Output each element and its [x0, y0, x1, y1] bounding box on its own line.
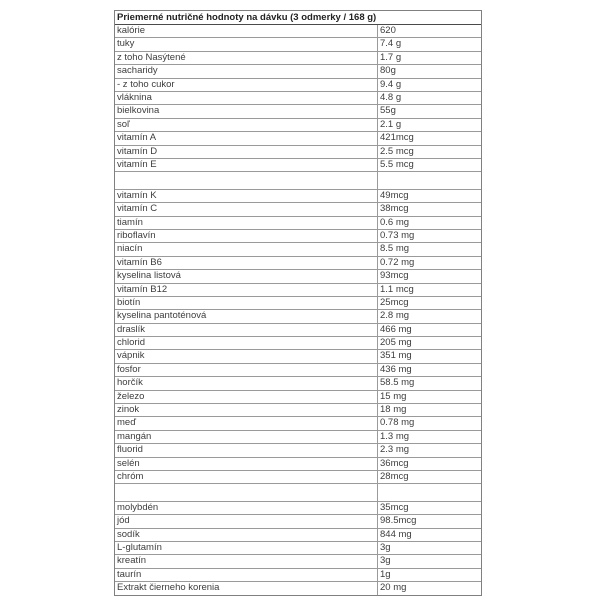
table-row — [115, 65, 481, 78]
nutrient-value: 0.6 mg — [380, 216, 410, 228]
nutrient-value: 1.1 mcg — [380, 283, 414, 295]
nutrient-label: jód — [115, 515, 378, 527]
nutrient-label: bielkovina — [115, 105, 378, 117]
nutrition-table — [114, 10, 482, 596]
table-row — [115, 515, 481, 528]
table-row — [115, 190, 481, 203]
nutrient-label: chlorid — [115, 337, 378, 349]
nutrient-label: vitamín E — [115, 159, 378, 171]
table-row — [115, 119, 481, 132]
nutrient-label: kreatín — [115, 555, 378, 567]
nutrient-label — [115, 172, 378, 189]
table-row — [115, 458, 481, 471]
table-row — [115, 310, 481, 323]
nutrient-label: vitamín A — [115, 132, 378, 144]
table-row — [115, 297, 481, 310]
table-row — [115, 105, 481, 118]
table-row — [115, 79, 481, 92]
nutrient-value: 28mcg — [380, 471, 409, 482]
nutrient-value: 35mcg — [380, 501, 409, 513]
table-row — [115, 404, 481, 417]
nutrient-label: horčík — [115, 377, 378, 389]
nutrient-label: soľ — [115, 119, 378, 131]
nutrient-label: z toho Nasýtené — [115, 52, 378, 64]
nutrient-value: 98.5mcg — [380, 515, 417, 527]
nutrient-value: 9.4 g — [380, 78, 402, 90]
table-row — [115, 582, 481, 594]
nutrient-value: 0.72 mg — [380, 256, 415, 268]
nutrient-value: 2.8 mg — [380, 310, 410, 322]
nutrient-label: meď — [115, 417, 378, 429]
table-row — [115, 203, 481, 216]
table-row — [115, 230, 481, 243]
nutrient-value: 2.5 mcg — [380, 145, 414, 157]
nutrient-label: kyselina listová — [115, 270, 378, 282]
nutrient-label: sodík — [115, 529, 378, 541]
spacer-row — [115, 172, 481, 190]
table-row — [115, 284, 481, 297]
nutrient-value: 4.8 g — [380, 91, 402, 103]
table-row — [115, 92, 481, 105]
table-row — [115, 364, 481, 377]
table-row — [115, 25, 481, 38]
nutrient-value: 1.3 mg — [380, 430, 410, 442]
nutrient-label: tuky — [115, 38, 378, 50]
nutrient-label — [115, 484, 378, 501]
table-row — [115, 417, 481, 430]
spacer-row — [115, 484, 481, 502]
nutrient-value: 3g — [380, 555, 391, 567]
table-row — [115, 146, 481, 159]
nutrient-label: zinok — [115, 404, 378, 416]
nutrient-value: 844 mg — [380, 528, 412, 540]
nutrient-value: 80g — [380, 65, 396, 77]
nutrient-label: železo — [115, 391, 378, 403]
nutrient-label: chróm — [115, 471, 378, 483]
nutrient-label: fluorid — [115, 444, 378, 456]
nutrient-label: vitamín B12 — [115, 284, 378, 296]
table-body — [115, 25, 481, 595]
nutrient-value: 58.5 mg — [380, 377, 415, 389]
nutrient-label: biotín — [115, 297, 378, 309]
nutrient-label: sacharidy — [115, 65, 378, 77]
nutrient-label: kyselina pantoténová — [115, 310, 378, 322]
nutrient-label: kalórie — [115, 25, 378, 37]
nutrient-value: 351 mg — [380, 350, 412, 362]
nutrient-value: 55g — [380, 105, 396, 117]
nutrient-label: - z toho cukor — [115, 79, 378, 91]
table-row — [115, 555, 481, 568]
nutrient-label: selén — [115, 458, 378, 470]
nutrient-value: 0.78 mg — [380, 417, 415, 429]
table-row — [115, 337, 481, 350]
table-row — [115, 377, 481, 390]
table-row — [115, 391, 481, 404]
nutrient-label: fosfor — [115, 364, 378, 376]
nutrient-label: draslík — [115, 324, 378, 336]
table-row — [115, 270, 481, 283]
table-row — [115, 350, 481, 363]
table-title: Priemerné nutričné hodnoty na dávku (3 odmerky / 168 g) — [117, 12, 377, 23]
nutrient-label: vitamín C — [115, 203, 378, 215]
table-row — [115, 569, 481, 582]
nutrient-value: 7.4 g — [380, 38, 402, 50]
nutrient-value: 93mcg — [380, 270, 409, 282]
table-row — [115, 217, 481, 230]
table-row — [115, 324, 481, 337]
nutrient-label: vitamín B6 — [115, 257, 378, 269]
nutrient-label: L-glutamín — [115, 542, 378, 554]
nutrient-label: Extrakt čierneho korenia — [115, 582, 378, 594]
nutrient-value: 466 mg — [380, 323, 412, 335]
table-row — [115, 529, 481, 542]
nutrient-label: niacín — [115, 243, 378, 255]
table-row — [115, 38, 481, 51]
nutrient-value: 25mcg — [380, 296, 409, 308]
nutrient-value: 205 mg — [380, 337, 412, 349]
nutrient-label: mangán — [115, 431, 378, 443]
nutrient-value: 38mcg — [380, 203, 409, 215]
nutrient-value: 49mcg — [380, 189, 409, 201]
nutrient-label: vláknina — [115, 92, 378, 104]
nutrient-label: taurín — [115, 569, 378, 581]
nutrient-label: tiamín — [115, 217, 378, 229]
nutrient-value: 8.5 mg — [380, 243, 410, 255]
nutrient-label: molybdén — [115, 502, 378, 514]
nutrient-label: vitamín K — [115, 190, 378, 202]
table-row — [115, 159, 481, 172]
table-row — [115, 132, 481, 145]
nutrient-value: 15 mg — [380, 390, 407, 402]
nutrient-value: 620 — [380, 25, 396, 36]
nutrient-value: 1.7 g — [380, 51, 402, 63]
nutrient-value: 5.5 mcg — [380, 158, 414, 170]
nutrient-label: vápnik — [115, 350, 378, 362]
nutrient-value — [378, 484, 481, 501]
nutrient-value: 1g — [380, 568, 391, 580]
nutrient-value: 0.73 mg — [380, 229, 415, 241]
nutrient-label: riboflavín — [115, 230, 378, 242]
table-row — [115, 444, 481, 457]
nutrient-value: 18 mg — [380, 404, 407, 416]
nutrient-value — [378, 172, 481, 189]
table-row — [115, 502, 481, 515]
table-row — [115, 431, 481, 444]
table-row — [115, 257, 481, 270]
table-header-row — [115, 11, 481, 25]
nutrient-value: 3g — [380, 542, 391, 554]
nutrient-value: 20 mg — [380, 582, 407, 594]
nutrient-value: 2.3 mg — [380, 444, 410, 456]
nutrient-value: 421mcg — [380, 132, 414, 144]
table-row — [115, 52, 481, 65]
nutrient-label: vitamín D — [115, 146, 378, 158]
nutrient-value: 436 mg — [380, 363, 412, 375]
nutrient-value: 36mcg — [380, 457, 409, 469]
table-row — [115, 243, 481, 256]
table-row — [115, 542, 481, 555]
nutrient-value: 2.1 g — [380, 118, 402, 130]
table-row — [115, 471, 481, 484]
